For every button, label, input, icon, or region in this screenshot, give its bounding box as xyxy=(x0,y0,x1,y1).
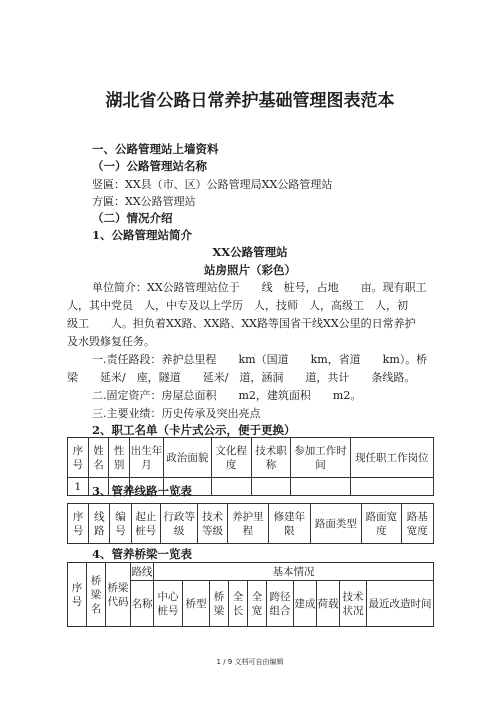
table-header-cell: 技术等级 xyxy=(198,504,227,544)
duty-line: 梁 延米/ 座，隧道 延米/ 道，涵洞 道，共计 条线路。 xyxy=(67,371,416,384)
intro-line: 单位简介：XX公路管理站位于 线 桩号，占地 亩。现有职工 xyxy=(92,281,427,294)
table-header-cell: 起止桩号 xyxy=(131,504,160,544)
table-header-cell: 路面类型 xyxy=(310,504,362,544)
table-cell xyxy=(211,478,251,496)
table-header-cell: 技术状况 xyxy=(340,581,367,627)
table-cell: 1 xyxy=(68,478,89,496)
table-header-cell: 基本情况 xyxy=(154,563,434,581)
station-name: XX公路管理站 xyxy=(212,245,288,259)
route-table xyxy=(67,503,434,544)
table-cell xyxy=(291,478,350,496)
table-header-cell: 建成 xyxy=(294,581,317,627)
table-header-cell: 荷载 xyxy=(317,581,340,627)
intro-line: 级工 人。担负着XX路、XX路、XX路等国省干线XX公里的日常养护 xyxy=(67,317,416,330)
intro-line: 人，其中党员 人，中专及以上学历 人，技师 人，高级工 人，初 xyxy=(67,299,408,312)
table-header-cell: 中心桩号 xyxy=(154,581,183,627)
table-header-cell: 出生年月 xyxy=(129,438,163,478)
horizontal-plaque-text: 方匾：XX公路管理站 xyxy=(92,195,196,208)
station-photo-label: 站房照片（彩色） xyxy=(204,263,296,277)
table-header-cell: 参加工作时间 xyxy=(291,438,350,478)
table-header-cell: 文化程度 xyxy=(211,438,251,478)
subsection-heading-1: （一）公路管理站名称 xyxy=(92,159,207,173)
table-header-cell: 线路 xyxy=(89,504,110,544)
table-header-cell: 姓名 xyxy=(88,438,109,478)
vertical-plaque-text: 竖匾：XX县（市、区）公路管理局XX公路管理站 xyxy=(92,178,333,191)
table-header-cell: 养护里程 xyxy=(227,504,268,544)
table-header-cell: 政治面貌 xyxy=(164,438,212,478)
subsection-heading-2: （二）情况介绍 xyxy=(92,211,173,225)
section-heading-1: 一、公路管理站上墙资料 xyxy=(92,142,219,156)
table-header-cell: 最近改造时间 xyxy=(367,581,434,627)
table-cell xyxy=(350,478,433,496)
table-header-row xyxy=(68,504,434,544)
assets-line: 二.固定资产：房屋总面积 m2，建筑面积 m2。 xyxy=(92,389,362,402)
achievements-line: 三.主要业绩：历史传承及突出亮点 xyxy=(92,407,261,420)
table-header-cell: 桥梁名 xyxy=(87,563,106,627)
table-header-cell: 桥梁代码 xyxy=(106,563,131,627)
table-header-cell: 桥梁 xyxy=(210,581,229,627)
table-header-cell: 行政等级 xyxy=(160,504,197,544)
table-header-cell: 路线 xyxy=(131,563,154,581)
table-header-cell: 全长 xyxy=(229,581,248,627)
intro-line: 及水毁修复任务。 xyxy=(67,335,155,348)
table-header-cell: 路基宽度 xyxy=(401,504,433,544)
duty-line: 一.责任路段：养护总里程 km（国道 km，省道 km）。桥 xyxy=(92,353,428,366)
staff-table-heading: 2、职工名单（卡片式公示，便于更换） xyxy=(92,423,296,437)
table-header-cell: 序号 xyxy=(68,438,89,478)
table-header-row xyxy=(68,438,434,478)
page-title: 湖北省公路日常养护基础管理图表范本 xyxy=(105,91,395,111)
table-header-cell: 性别 xyxy=(109,438,130,478)
table-cell xyxy=(251,478,291,496)
table-header-cell: 序号 xyxy=(68,563,87,627)
table-header-cell: 修建年限 xyxy=(269,504,310,544)
table-header-cell: 全宽 xyxy=(248,581,267,627)
bridge-table xyxy=(67,562,434,627)
table-header-cell: 序号 xyxy=(68,504,89,544)
table-header-cell: 桥型 xyxy=(183,581,210,627)
table-header-cell: 路面宽度 xyxy=(362,504,401,544)
table-header-row xyxy=(68,563,434,581)
route-table-heading: 3、管养线路一览表 xyxy=(92,484,193,498)
table-header-cell: 编号 xyxy=(110,504,131,544)
page-footer: 1 / 9 文档可自由编辑 xyxy=(216,658,284,666)
bridge-table-heading: 4、管养桥梁一览表 xyxy=(92,547,193,561)
table-header-cell: 跨径组合 xyxy=(267,581,294,627)
table-header-cell: 技术职称 xyxy=(251,438,291,478)
item-heading-1: 1、公路管理站简介 xyxy=(92,228,193,242)
table-header-cell: 现任职工作岗位 xyxy=(350,438,433,478)
table-header-cell: 名称 xyxy=(131,581,154,627)
